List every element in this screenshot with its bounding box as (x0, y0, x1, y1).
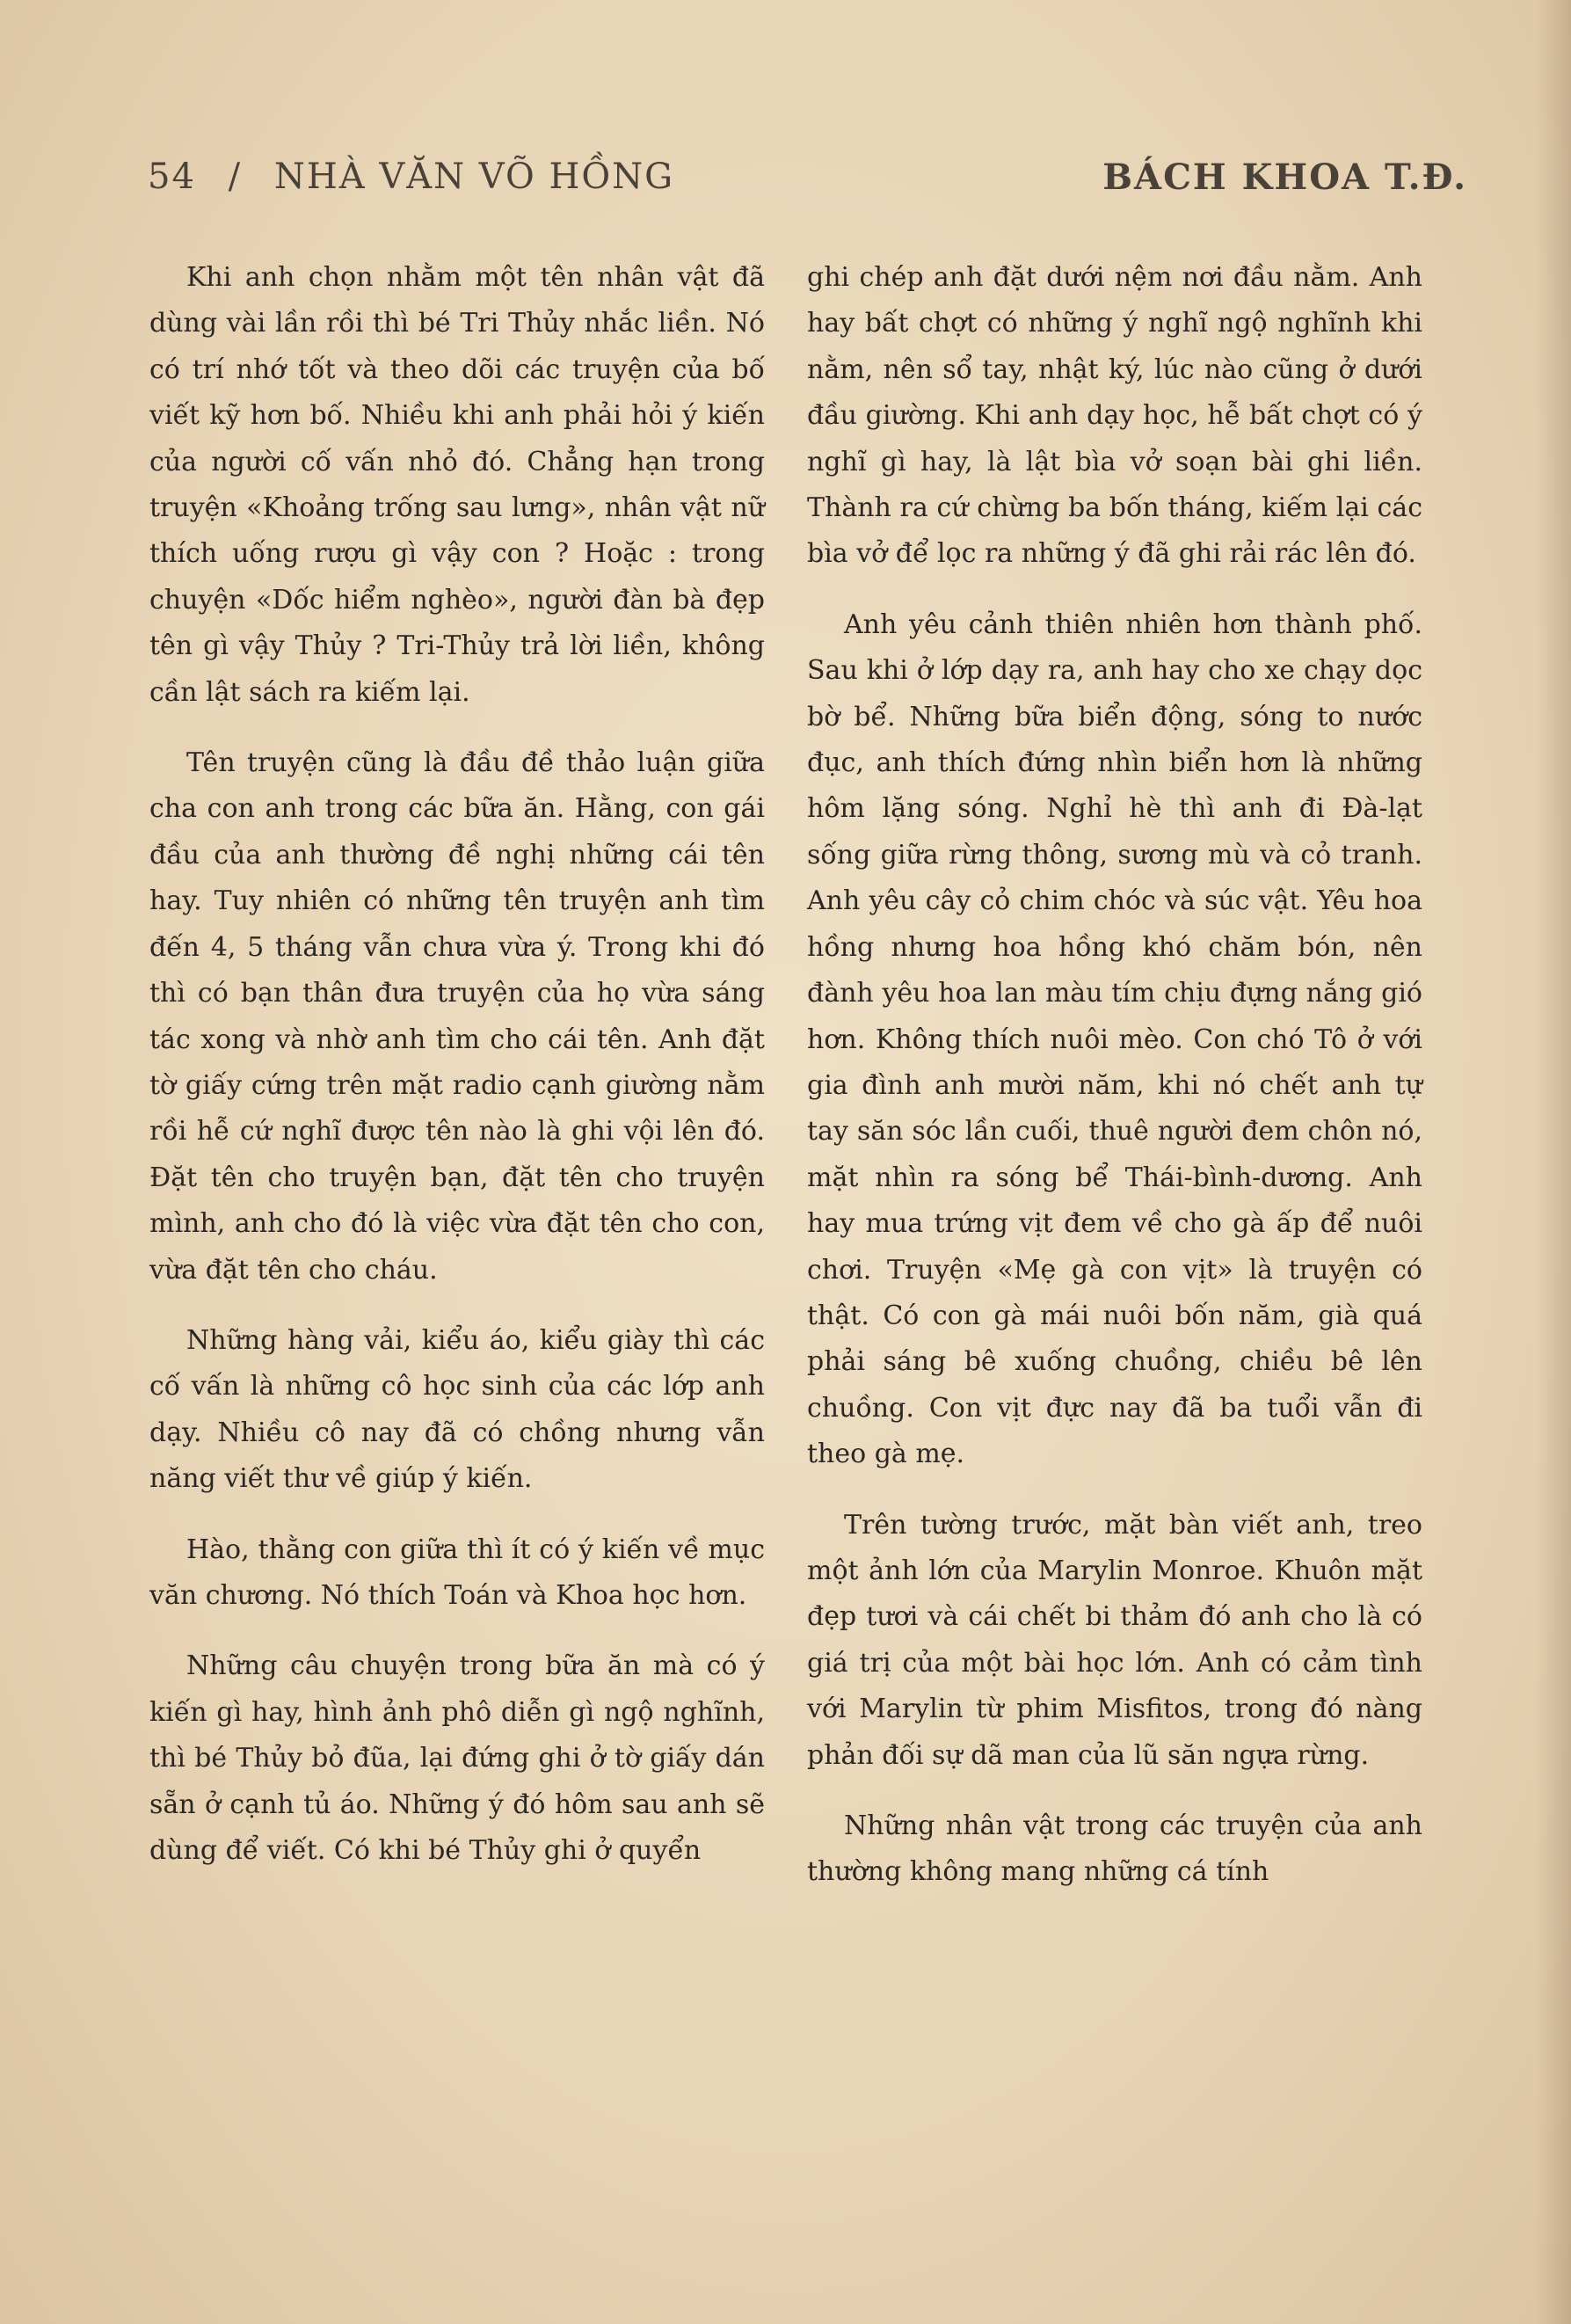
paragraph: Tên truyện cũng là đầu đề thảo luận giữa cha con anh trong các bữa ăn. Hằng, con gái đầu của anh thường đề nghị những cái tên hay. Tuy nhiên có những tên truyện anh tìm đến 4, 5 tháng vẫn chưa vừa ý. Trong khi đó thì có bạn thân đưa truyện của họ vừa sáng tác xong và nhờ anh tìm cho cái tên. Anh đặt tờ giấy cứng trên mặt radio cạnh giường nằm rồi hễ cứ nghĩ được tên nào là ghi vội lên đó. Đặt tên cho truyện bạn, đặt tên cho truyện mình, anh cho đó là việc vừa đặt tên cho con, vừa đặt tên cho cháu. (149, 747, 765, 1286)
page-number: 54 (148, 157, 196, 197)
paragraph: Anh yêu cảnh thiên nhiên hơn thành phố. Sau khi ở lớp dạy ra, anh hay cho xe chạy dọc bờ bể. Những bữa biển động, sóng to nước đục, anh thích đứng nhìn biển hơn là những hôm lặng sóng. Nghỉ hè thì anh đi Đà-lạt sống giữa rừng thông, sương mù và cỏ tranh. Anh yêu cây cỏ chim chóc và súc vật. Yêu hoa hồng nhưng hoa hồng khó chăm bón, nên đành yêu hoa lan màu tím chịu đựng nắng gió hơn. Không thích nuôi mèo. Con chó Tô ở với gia đình anh mười năm, khi nó chết anh tự tay săn sóc lần cuối, thuê người đem chôn nó, mặt nhìn ra sóng bể Thái-bình-dương. Anh hay mua trứng vịt đem về cho gà ấp để nuôi chơi. Truyện «Mẹ gà con vịt» là truyện có thật. Có con gà mái nuôi bốn năm, già quá phải sáng bê xuống chuồng, chiều bê lên chuồng. Con vịt đực nay đã ba tuổi vẫn đi theo gà mẹ. (807, 608, 1422, 1470)
running-title-right: BÁCH KHOA T.Đ. (1102, 157, 1467, 198)
left-column (149, 255, 765, 1874)
header-left (148, 157, 674, 197)
header-separator: / (228, 157, 243, 197)
right-column (807, 255, 1422, 1896)
page-edge-shadow (1536, 0, 1571, 2324)
paragraph: Trên tường trước, mặt bàn viết anh, treo một ảnh lớn của Marylin Monroe. Khuôn mặt đẹp tươi và cái chết bi thảm đó anh cho là có giá trị của một bài học lớn. Anh có cảm tình với Marylin từ phim Misfitos, trong đó nàng phản đối sự dã man của lũ săn ngựa rừng. (807, 1509, 1422, 1771)
paragraph: Hào, thằng con giữa thì ít có ý kiến về mục văn chương. Nó thích Toán và Khoa học hơn. (149, 1534, 765, 1611)
paragraph: Khi anh chọn nhằm một tên nhân vật đã dùng vài lần rồi thì bé Tri Thủy nhắc liền. Nó có trí nhớ tốt và theo dõi các truyện của bố viết kỹ hơn bố. Nhiều khi anh phải hỏi ý kiến của người cố vấn nhỏ đó. Chẳng hạn trong truyện «Khoảng trống sau lưng», nhân vật nữ thích uống rượu gì vậy con ? Hoặc : trong chuyện «Dốc hiểm nghèo», người đàn bà đẹp tên gì vậy Thủy ? Tri-Thủy trả lời liền, không cần lật sách ra kiếm lại. (149, 262, 765, 708)
paragraph: Những câu chuyện trong bữa ăn mà có ý kiến gì hay, hình ảnh phô diễn gì ngộ nghĩnh, thì bé Thủy bỏ đũa, lại đứng ghi ở tờ giấy dán sẵn ở cạnh tủ áo. Những ý đó hôm sau anh sẽ dùng để viết. Có khi bé Thủy ghi ở quyển (149, 1650, 765, 1866)
paragraph: Những nhân vật trong các truyện của anh thường không mang những cá tính (807, 1810, 1422, 1888)
page-header (148, 157, 1467, 209)
running-title-left: NHÀ VĂN VÕ HỒNG (273, 157, 675, 197)
paragraph: Những hàng vải, kiểu áo, kiểu giày thì các cố vấn là những cô học sinh của các lớp anh dạy. Nhiều cô nay đã có chồng nhưng vẫn năng viết thư về giúp ý kiến. (149, 1324, 765, 1495)
paragraph: ghi chép anh đặt dưới nệm nơi đầu nằm. Anh hay bất chợt có những ý nghĩ ngộ nghĩnh khi nằm, nên sổ tay, nhật ký, lúc nào cũng ở dưới đầu giường. Khi anh dạy học, hễ bất chợt có ý nghĩ gì hay, là lật bìa vở soạn bài ghi liền. Thành ra cứ chừng ba bốn tháng, kiếm lại các bìa vở để lọc ra những ý đã ghi rải rác lên đó. (807, 262, 1422, 570)
